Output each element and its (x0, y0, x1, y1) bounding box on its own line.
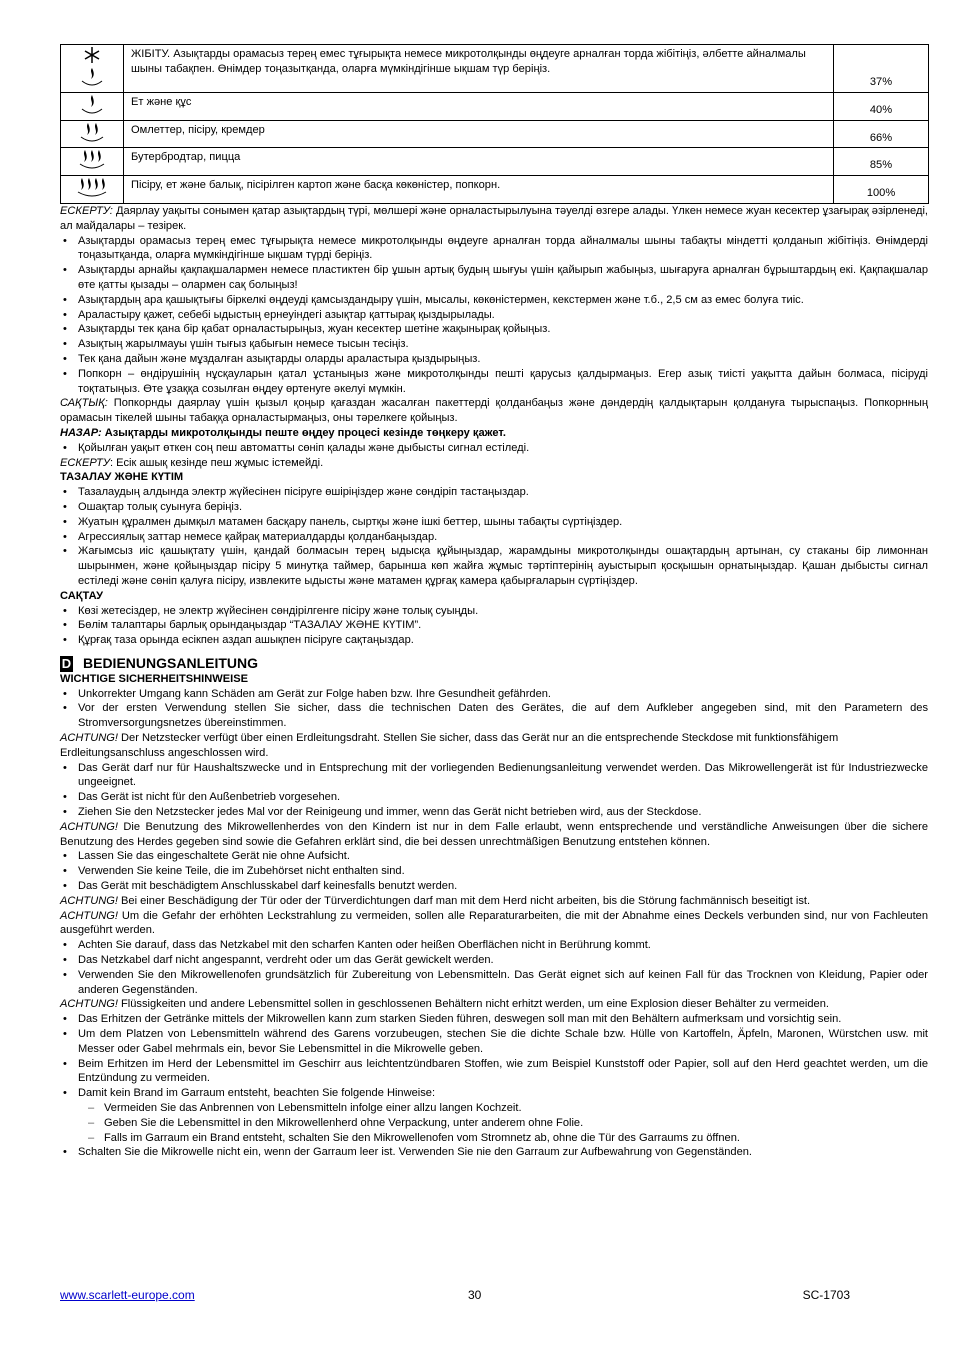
table-text-cell: Бутербродтар, пицца (124, 148, 834, 176)
de-attention-1: ACHTUNG! Der Netzstecker verfügt über einen Erdleitungsdraht. Stellen Sie sicher, dass das Gerät nur an die entsprechende Steckdose mit funktionsfähigem (60, 732, 839, 745)
table-text-cell: Ет және құс (124, 92, 834, 120)
table-icon-cell (61, 120, 124, 148)
list-item: • Көзі жетесіздер, не электр жүйесінен сөндірілгенге пісіру және толық суыңды. (60, 604, 928, 619)
table-percent-cell: 66% (834, 120, 929, 148)
list-item: • Ошақтар толық суынуға беріңіз. (60, 500, 928, 515)
de-list-6 (60, 1145, 928, 1160)
list-item: • Жағымсыз иіс қашықтату үшін, қандай болмасын терең ыдысқа құйыңыздар, жарамдыны микротолқынды ошақтардың артынан, су стаканы бір лимоннан шырынмен, және қойыңыздар пісіру 5 минутқа таймер, барынша көп жайға жұмыс тәртіптерінің ауыстырып қосқышын орнатыңыздар. Қашан дыбысты сигнал естіледі және сөніп қалуға пісіру, извлеките ыдысты және матамен құрғақ камера қабырғаларын сүртіңіздер. (60, 544, 928, 588)
four-flames-icon (75, 176, 109, 198)
table-icon-cell (61, 92, 124, 120)
list-item: • Das Gerät darf nur für Haushaltszwecke und in Entsprechung mit der vorliegenden Bedienungsanleitung verwendet werden. Das Mikrowellengerät ist für Industriezwecke ungeeignet. (60, 761, 928, 791)
table-text-cell: Омлеттер, пісіру, кремдер (124, 120, 834, 148)
list-item: • Азықтарды тек қана бір қабат орналастырыңыз, жуан кесектер шетіне жақынырақ қойыңыз. (60, 322, 928, 337)
de-safety-heading: WICHTIGE SICHERHEITSHINWEISE (60, 672, 248, 685)
list-item: • Damit kein Brand im Garraum entsteht, beachten Sie folgende Hinweise: (60, 1086, 928, 1101)
kz-list-1 (60, 234, 928, 397)
table-percent-cell: 37% (834, 45, 929, 93)
list-item: • Das Netzkabel darf nicht angespannt, verdreht oder um das Gerät gewickelt werden. (60, 953, 928, 968)
list-item: • Азықтарды орамасыз терең емес тұғырықта немесе микротолқынды өңдеуге арналған торда айналмалы шыны табақты міндетті қолданып жібітіңіз. Өнімдерді тоңазытқанда, оларға мүмкіндігінше ықшам түрді беріңіз. (60, 234, 928, 264)
de-attention-1-cont: Erdleitungsanschluss angeschlossen wird. (60, 746, 269, 759)
list-item: • Das Gerät ist nicht für den Außenbetrieb vorgesehen. (60, 790, 928, 805)
language-badge: D (61, 655, 72, 671)
list-item: • Қойылған уақыт өткен соң пеш автоматты сөніп қалады және дыбысты сигнал естіледі. (60, 441, 928, 456)
de-attention-5: ACHTUNG! Flüssigkeiten und andere Lebensmittel sollen in geschlossenen Behältern nicht erhitzt werden, um eine Explosion dieser Behälter zu vermeiden. (60, 998, 829, 1011)
de-list-3 (60, 849, 928, 893)
de-section-title: BEDIENUNGSANLEITUNG (83, 655, 259, 672)
list-item: • Achten Sie darauf, dass das Netzkabel mit den scharfen Kanten oder heißen Oberflächen nicht in Berührung kommt. (60, 938, 928, 953)
de-attention-4: ACHTUNG! Um die Gefahr der erhöhten Leckstrahlung zu vermeiden, sollen alle Reparaturarbeiten, die mit der Abnahme eines Deckels verbunden sind, nur von Fachleuten ausgeführt werden. (60, 909, 928, 937)
list-item: • Das Gerät mit beschädigtem Anschlusskabel darf keinesfalls benutzt werden. (60, 879, 928, 894)
table-percent-cell: 40% (834, 92, 929, 120)
table-row (61, 92, 929, 120)
list-item: • Бөлім талаптары барлық орындаңыздар “ТАЗАЛАУ ЖӘНЕ КҮТІМ”. (60, 618, 928, 633)
de-list-1 (60, 687, 928, 731)
table-row (61, 45, 929, 93)
list-item: • Ziehen Sie den Netzstecker jedes Mal vor der Reinigeung und immer, wenn das Gerät nicht betrieben wird, aus der Steckdose. (60, 805, 928, 820)
list-item: • Агрессиялық заттар немесе қайрақ материалдарды қолданбаңыздар. (60, 530, 928, 545)
table-text-cell: ЖІБІТУ. Азықтарды орамасыз терең емес тұғырықта немесе микротолқынды өңдеуге арналған торда жібітіңіз, әлбетте айналмалы шыны табақпен. Өнімдер тоңазытқанда, оларға мүмкіндігінше ықшам түр беріңіз. (124, 45, 834, 93)
two-flames-icon (77, 121, 107, 143)
page-number: 30 (468, 1288, 482, 1302)
list-item: • Араластыру қажет, себебі ыдыстың ернеуіндегі азықтар қаттырақ қыздырылады. (60, 308, 928, 323)
list-item: • Попкорн – өндірушінің нұсқауларын қатал ұстаныңыз және микротолқынды пешті қарусыз қалдырмаңыз. Егер азық тиісті уақытта дайын болмаса, пісіруді тоқтатыңыз. Өте ұзаққа созылған өңдеу өртенуге әкелуі мүмкін. (60, 367, 928, 397)
list-item: • Тазалаудың алдында электр жүйесінен пісіруге өшіріңіздер және сөндіріп тастаңыздар. (60, 485, 928, 500)
de-list-5 (60, 1012, 928, 1101)
list-item: • Um dem Platzen von Lebensmitteln während des Garens vorzubeugen, stechen Sie die dichte Schale bzw. Hülle von Kartoffeln, Äpfeln, Maronen, Würstchen usw. mit Messer oder Gabel mehrmals ein, bevor Sie Lebensmittel in die Mikrowelle geben. (60, 1027, 928, 1057)
de-dash-list (60, 1101, 928, 1145)
list-item: • Schalten Sie die Mikrowelle nicht ein, wenn der Garraum leer ist. Verwenden Sie nie den Garraum zur Aufbewahrung von Gegenständen. (60, 1145, 928, 1160)
table-row (61, 176, 929, 204)
table-percent-cell: 100% (834, 176, 929, 204)
list-item: – Vermeiden Sie das Anbrennen von Lebensmitteln infolge einer allzu langen Kochzeit. (88, 1101, 928, 1116)
kz-note-2: ЕСКЕРТУ: Есік ашық кезінде пеш жұмыс істемейді. (60, 456, 324, 469)
list-item: • Unkorrekter Umgang kann Schäden am Gerät zur Folge haben bzw. Ihre Gesundheit gefährden. (60, 687, 928, 702)
table-text-cell: Пісіру, ет және балық, пісірілген картоп және басқа көкөністер, попкорн. (124, 176, 834, 204)
table-row (61, 148, 929, 176)
model-number: SC-1703 (802, 1288, 850, 1302)
one-flame-icon (77, 93, 107, 115)
kz-storage-list (60, 604, 928, 648)
de-list-2 (60, 761, 928, 820)
table-icon-cell (61, 45, 124, 93)
de-attention-2: ACHTUNG! Die Benutzung des Mikrowellenherdes von den Kindern ist nur in dem Falle erlaubt, wenn entsprechende und verständliche Anweisungen über die sichere Benutzung des Herdes gegeben sind sowie die Gefahren erklärt sind, die bei dessen unrechtmäßigen Benutzung entstehen können. (60, 820, 928, 848)
website-link[interactable]: www.scarlett-europe.com (60, 1288, 195, 1302)
list-item: • Verwenden Sie keine Teile, die im Zubehörset nicht enthalten sind. (60, 864, 928, 879)
kz-caution: САҚТЫҚ: Попкорнды даярлау үшін қызыл қоңыр қағаздан жасалған пакеттерді қолданбаңыз және дәндердің қалдықтарын қолдануға тырыспаңыз. Попкорнның орамасын тікелей шыны табаққа орналастырмаңыз, оны тәрелкеге қойыңыз. (60, 397, 928, 425)
list-item: • Verwenden Sie den Mikrowellenofen grundsätzlich für Zubereitung von Lebensmitteln. Das Gerät eignet sich auf keinen Fall für das Trocknen von Kleidung, Papier oder anderen Gegenständen. (60, 968, 928, 998)
table-icon-cell (61, 148, 124, 176)
page-content (60, 44, 928, 1160)
kz-storage-heading: САҚТАУ (60, 589, 104, 602)
list-item: • Das Erhitzen der Getränke mittels der Mikrowellen kann zum starken Sieden führen, deswegen soll man mit den Behältern aufmerksam und vorsichtig sein. (60, 1012, 928, 1027)
list-item: • Vor der ersten Verwendung stellen Sie sicher, dass die technischen Daten des Gerätes, die auf dem Aufkleber angegeben sind, mit den Parametern des Stromversorgungsnetzes übereinstimmen. (60, 701, 928, 731)
de-attention-3: ACHTUNG! Bei einer Beschädigung der Tür oder der Türverdichtungen darf man mit dem Herd nicht arbeiten, bis die Störung fachmännisch beseitigt ist. (60, 894, 811, 907)
kz-note-1: ЕСКЕРТУ: Даярлау уақыты сонымен қатар азықтардың түрі, мөлшері және орналастырылуына тәуелді өзгере алады. Үлкен немесе жуан кесектер ұзағырақ әзірленеді, ал майдалары – тезірек. (60, 204, 928, 232)
list-item: • Жуатын құралмен дымқыл матамен басқару панель, сыртқы және ішкі беттер, шыны табақты сүртіңіздер. (60, 515, 928, 530)
list-item: – Geben Sie die Lebensmittel in den Mikrowellenherd ohne Verpackung, unter anderem ohne Folie. (88, 1116, 928, 1131)
list-item: • Lassen Sie das eingeschaltete Gerät nie ohne Aufsicht. (60, 849, 928, 864)
table-icon-cell (61, 176, 124, 204)
list-item: – Falls im Garraum ein Brand entsteht, schalten Sie den Mikrowellenofen vom Stromnetz ab, ohne die Tür des Garraums zu öffnen. (88, 1131, 928, 1146)
snowflake-flame-icon (77, 45, 107, 87)
table-percent-cell: 85% (834, 148, 929, 176)
list-item: • Құрғақ таза орында есікпен аздап ашықпен пісіруге сақтаңыздар. (60, 633, 928, 648)
list-item: • Азықтарды арнайы қақпақшалармен немесе пластиктен бір ұшын артық будың шығуы үшін қайырып жабыңыз, шығаруға арналған бұрыштардың екі. Қақпақшалар өте қатты қызады – олармен сақ болыңыз! (60, 263, 928, 293)
kz-cleaning-list (60, 485, 928, 589)
table-row (61, 120, 929, 148)
list-item: • Азықтың жарылмауы үшін тығыз қабығын немесе тысын тесіңіз. (60, 337, 928, 352)
power-level-table (60, 44, 929, 204)
list-item: • Тек қана дайын және мұздалған азықтарды оларды араластыра қыздырыңыз. (60, 352, 928, 367)
kz-cleaning-heading: ТАЗАЛАУ ЖӘНЕ КҮТІМ (60, 471, 184, 484)
list-item: • Азықтардың ара қашықтығы біркелкі өңдеуді қамсыздандыру үшін, мысалы, көкөністермен, кекстермен және т.б., 2,5 см аз емес болуға тиіс. (60, 293, 928, 308)
three-flames-icon (77, 148, 107, 170)
list-item: • Beim Erhitzen im Herd der Lebensmittel im Geschirr aus leichtentzündbaren Stoffen, wie zum Beispiel Kunststoff oder Papier, soll auf den Herd geachtet werden, um die Entzündung zu vermeiden. (60, 1057, 928, 1087)
kz-list-2 (60, 441, 928, 456)
de-section-heading (60, 656, 928, 672)
kz-attention: НАЗАР: Азықтарды микротолқынды пеште өңдеу процесі кезінде төңкеру қажет. (60, 426, 506, 439)
de-list-4 (60, 938, 928, 997)
